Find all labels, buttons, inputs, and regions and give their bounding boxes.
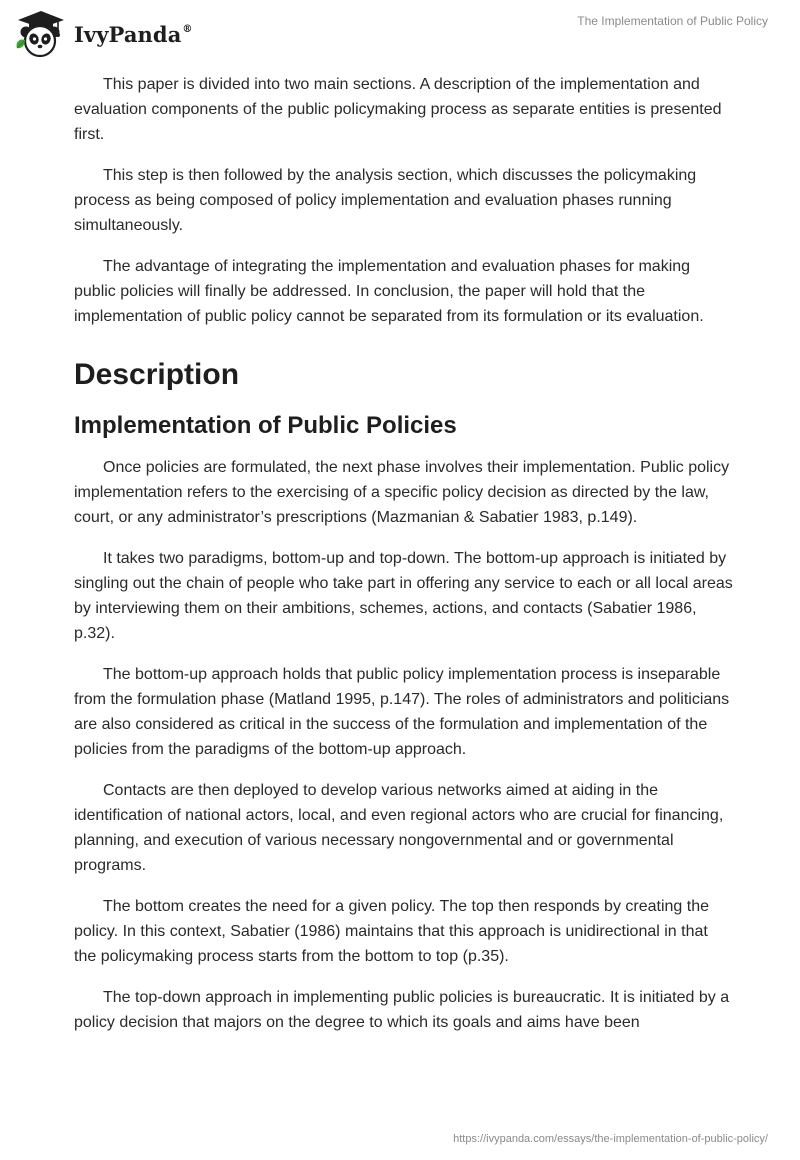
source-url[interactable]: https://ivypanda.com/essays/the-implementation-of-public-policy/: [453, 1133, 768, 1145]
paragraph: This paper is divided into two main sections. A description of the implementation and evaluation components of the public policymaking process as separate entities is presented first.: [74, 76, 722, 143]
paragraph: Contacts are then deployed to develop various networks aimed at aiding in the identification of national actors, local, and even regional actors who are crucial for financing, planning, and execution of various necessary nongovernmental and or governmental programs.: [74, 782, 724, 874]
panda-graduate-icon: [14, 8, 66, 58]
running-title: The Implementation of Public Policy: [577, 14, 768, 28]
brand-name: IvyPanda®: [74, 21, 193, 47]
essay-content: [74, 72, 734, 1051]
paragraph: The advantage of integrating the implementation and evaluation phases for making public policies will finally be addressed. In conclusion, the paper will hold that the implementation of public policy cannot be separated from its formulation or its evaluation.: [74, 258, 704, 325]
paragraph: Once policies are formulated, the next phase involves their implementation. Public policy implementation refers to the exercising of a specific policy decision as directed by the law, court, or any administrator’s prescriptions (Mazmanian & Sabatier 1983, p.149).: [74, 459, 730, 526]
paragraph: The bottom creates the need for a given policy. The top then responds by creating the policy. In this context, Sabatier (1986) maintains that this approach is unidirectional in that the policymaking process starts from the bottom to top (p.35).: [74, 898, 709, 965]
paragraph: The top-down approach in implementing public policies is bureaucratic. It is initiated by a policy decision that majors on the degree to which its goals and aims have been: [74, 989, 730, 1031]
paragraph: The bottom-up approach holds that public policy implementation process is inseparable from the formulation phase (Matland 1995, p.147). The roles of administrators and politicians are also considered as critical in the success of the formulation and implementation of the policies from the paradigms of the bottom-up approach.: [74, 666, 730, 758]
page-header: [0, 0, 800, 70]
paragraph: It takes two paradigms, bottom-up and top-down. The bottom-up approach is initiated by singling out the chain of people who take part in offering any service to each or all local areas by interviewing them on their ambitions, schemes, actions, and contacts (Sabatier 1986, p.32).: [74, 550, 733, 642]
registered-mark: ®: [182, 23, 193, 35]
ivypanda-logo[interactable]: [14, 8, 193, 58]
subsection-heading: Implementation of Public Policies: [74, 412, 457, 439]
section-heading: Description: [74, 358, 240, 391]
paragraph: This step is then followed by the analysis section, which discusses the policymaking process as being composed of policy implementation and evaluation phases running simultaneously.: [74, 167, 697, 234]
